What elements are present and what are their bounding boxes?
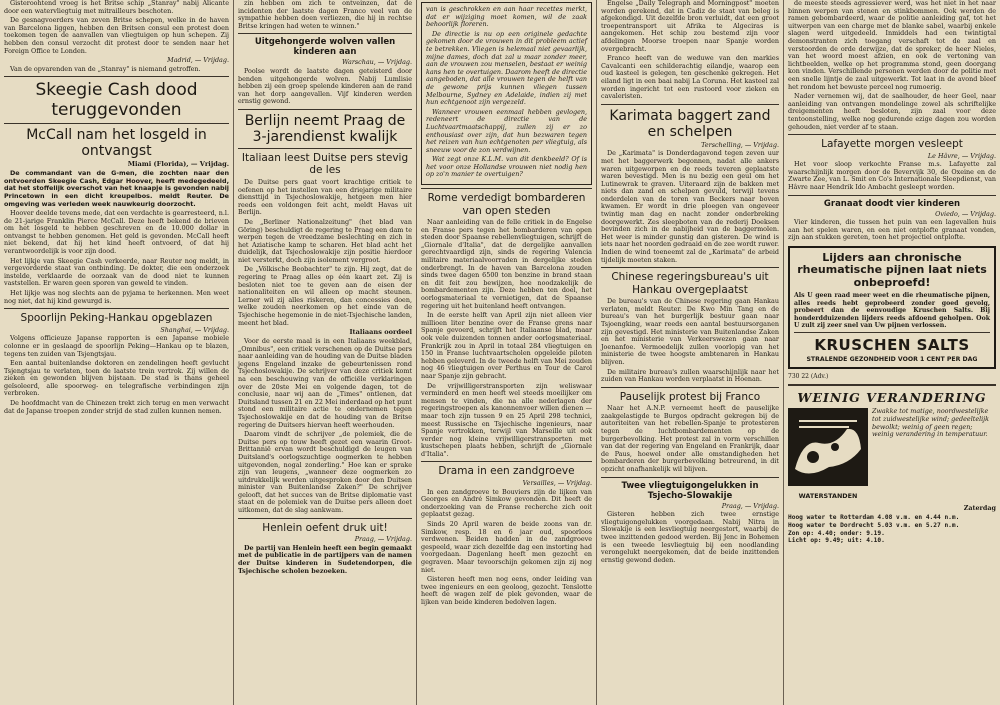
- article-text: Poolse wordt de laatste dagen geteisterd door benden uitgehongerde wolven. Nabij Lumlisie hebben zij een groep spelende kinderen aan de rand van het dorp aangevallen. Vijf kinderen werden ernstig gewond.: [238, 66, 412, 106]
- article-text: In de eerste helft van April zijn niet alleen vier millioen liter benzine over de Franse grens naar Spanje gevoerd, schrijft het Italiaanse blad, maar ook vele duizenden tonnen ander oorlogsmateriaal. Frankrijk zou in April in totaal 284 vliegtuigen en 150 in Franse luchtvaartscholen opgeleide piloten hebben geleverd. In de tweede helft van Mei zouden nog 46 vliegtuigen over Perthus en Tour de Carol naar Spanje zijn gebracht.: [421, 311, 592, 380]
- dateline: Terschelling, — Vrijdag.: [701, 140, 779, 149]
- article-lead: De commandant van de G-men, die zochten naar den ontvoerden Skeegie Cash, Edgar Hoover, heeft medegedeeld, dat het stoffelijk overschot van het knaapje is gevonden nabij Princetown in een dicht kreupelbos. meldt Reuter. De omgeving was verleden week nauwkeurig doorzocht.: [4, 169, 229, 208]
- ad-brand: KRUSCHEN SALTS: [814, 336, 970, 355]
- divider: [238, 33, 412, 34]
- divider: [238, 148, 412, 149]
- ad-headline: Lijders aan chronische rheumatische pijnen laat niets onbeproefd!: [797, 250, 987, 289]
- boxed-article: [421, 2, 592, 185]
- article-text: van is geschrokken en aan haar recettes merkt, dat er wijziging moet komen, wil de zaak behoorlijk floreren.: [426, 5, 587, 29]
- article-text: de meeste steeds agressiever werd, was het niet in het naar binnen werpen van stenen en stinkbommen. Ook werden de ramen gebombardeerd, waar de politie aanleiding gaf, tot het uitwerpen van een charge met de blanke sabel, waarbij enkele slagen werd uitgedeeld. Inmiddels had een twintigtal demonstranten zich toegang verschaft tot de zaal en verstoorden de orde derwijze, dat de spreker, de heer Nieles, van het woord moest afzien, en ook de vertoning van lichtbeelden, welke op het programma stond, geen doorgang kon vinden. Verschillende personen werden door de politie met een snelle lijntje de zaal uitgewerkt. Tot laat in de avond bleef het rondom het bewuste perceel nog rumoerig.: [788, 0, 996, 91]
- tides-day: Zaterdag: [963, 504, 996, 513]
- column-3: [417, 0, 596, 705]
- headline-vliegtuigongelukken: Twee vliegtuigongelukken in Tsjecho-Slowakije: [621, 480, 759, 501]
- waterstanden-caption: WATERSTANDEN: [798, 492, 858, 501]
- headline-skeegie: Skeegie Cash dood teruggevonden: [35, 80, 198, 121]
- weather-map-icon: [788, 408, 868, 486]
- dateline: Oviedo, — Vrijdag.: [935, 209, 996, 218]
- dateline: Praag, — Vrijdag.: [354, 535, 412, 544]
- weather-forecast: Zwakke tot matige, noordwestelijke tot zuidwestelijke wind; gedeeltelijk bewolkt; weinig of geen regen; weinig verandering in temperatuur.: [872, 407, 990, 439]
- divider: [4, 76, 229, 77]
- article-text: Nader vernemen wij, dat de saalhouder, de heer Geel, naar aanleiding van ontvangen mondelinge zowel als schriftelijke dreigementen heeft besloten, zijn zaal voor deze tentoonstelling, welke nog gedurende ezige dagen zou worden gehouden, niet verder af te staan.: [788, 92, 996, 131]
- dateline: Warschau, — Vrijdag.: [342, 58, 412, 67]
- section-subheading: Italiaans oordeel: [349, 328, 412, 337]
- article-text: Vier kinderen, die tussen het puin van een lagevallen huis aan het spelen waren, en een niet ontplofte granaat vonden, zijn aan stukken gereten, toen het projectiel ontplofte.: [788, 218, 996, 242]
- light-times: Licht op: 9.49; uit: 4.10.: [788, 537, 885, 545]
- headline-spoorlijn: Spoorlijn Peking-Hankau opgeblazen: [20, 312, 213, 325]
- divider: [421, 461, 592, 462]
- headline-berlijn: Berlijn neemt Praag de 3-jarendienst kwalijk: [244, 112, 406, 145]
- headline-chinese-regering: Chinese regeringsbureau's uit Hankau overgeplaatst: [611, 271, 769, 296]
- headline-henlein: Henlein oefent druk uit!: [262, 521, 388, 534]
- subheadline-mccall: McCall nam het losgeld in ontvangst: [26, 127, 207, 160]
- article-text: Gisteren heeft men nog eens, onder leiding van twee ingenieurs en een geoloog, gezocht. Tenslotte heeft de wagen zelf de plek gevonden, waar de lijken van beide kinderen bedolven lagen.: [421, 575, 592, 606]
- article-text: Sinds 20 April waren de beide zoons van dr. Simkow, resp. 18 en 6 jaar oud, spoorloos verdwenen. Beiden hadden in de zandgroeve gespeeld, waar zich dezelfde dag een instorting had voorgedaan. Dagenlang heeft men gezocht en gegraven. Maar tevoorschijn gekomen zijn zij nog niet.: [421, 519, 592, 574]
- ad-reference: 730 22 (Adv.): [788, 373, 829, 381]
- article-text: De „Berliner Nationalzeitung" (het blad van Göring) beschuldigt de regering te Praag een dam te werpen tegen de vreedzame beslechting en zich in het Aziatische kamp te scharen. Het blad acht het duidelijk, dat Tsjechoslowakije zijn positie hierdoor niet versterkt, doch zijn isolement vergroot.: [238, 217, 412, 264]
- divider: [788, 195, 996, 196]
- article-text: Engelse „Daily Telegraph and Morningpost" moeten worden gerekend, dat in Cadiz de staat van beleg is afgekondigd. Uit dezelfde bron verluidt, dat een groot troepentransport uit Afrika te Algeciras is aangekomen. Het schip zou bestemd zijn voor afdelingen Moorse troepen naar Spanje worden overgebracht.: [601, 0, 779, 53]
- advertisement-kruschen: [788, 246, 996, 370]
- dateline: Shanghai, — Vrijdag.: [160, 325, 229, 334]
- article-text: Volgens officieuze Japanse rapporten is een Japanse mobiele colonne er in geslaagd de spoorlijn Peking—Hankau op te blazen, tegens ten zuiden van Tsjengtsjau.: [4, 334, 229, 358]
- article-text: Naar aanleiding van de felle critiek in de Engelse en Franse pers tegen het bombarderen van open steden door Spaanse rebellenvliegtuigen, schrijft de „Giornale d'Italia", dat de dergelijke aanvallen gerechtvaardigd zijn, sinds de regering Valencia militaire materiaalvoorraden in dergelijke steden onderbrengt. In de haven van Barcelona zouden sinds twee dagen 6500 ton benzine in brand staan en dit feit zou bewijzen, hoe noodzakelijk de bombardementen zijn. Deze hebben ten doel, het oorlogsmateriaal te vernietigen, dat de Spaanse regering uit het buitenland heeft ontvangen.: [421, 218, 592, 310]
- article-text: Gisteroohtend vroeg is het Britse schip „Stanray" nabij Alicante door een watervliegtuig met mitrailleurs beschoten.: [4, 0, 229, 15]
- headline-drama: Drama in een zandgroeve: [438, 465, 575, 478]
- article-text: De „Völkische Beobachter" te zijn. Hij zegt, dat de regering te Praag alles op één kaart zet. Zij is besloten niet toe te geven aan de eisen der nationaliteiten en wil alleen op macht steunen. Lerner wil zij alles riskeren, dan concessies doen, welke zouden neerkomen op het einde van de Tsjechische hegemonie in de niet-Tsjechische landen, meent het blad.: [238, 265, 412, 327]
- article-text: De gesnagvoerders van zeven Britse schepen, welke in de haven van Barcelona liggen, hebben den Britsen consul een protest doen toekomen tegen de aanvallen van vliegtuigen op hun schepen. Zij hebben den consul verzocht dit protest door te senden naar het Foreign Office te Londen.: [4, 16, 229, 55]
- article-text: Franco heeft van de weduwe van den markies Cavalcanti een schilderachtig eilandje, waarop een oud kasteel is gelegen, ten geschenke gekregen. Het eiland ligt in een baai nabij La Coruna. Het kasteel zal worden ingericht tot een rustoord voor zieken en cavaleristen.: [601, 54, 779, 101]
- article-text: De directie is nu op een originele gedachte gekomen door de vrouwen in dit probleem actief te betrekken. Vliegen is helemaal niet gevaarlijk, mijne dames, doch dat zal u maar zonder meer, aan de vrouwen zou menselen, bestaat er weinig kans hen te overtuigen. Daarom heeft de directie aangeboden, dat alle vrouwen tegen de helft van de gewone prijs kunnen vliegen tussen Melbourne, Sydney en Adelaide, indien zij met hun echtgenoot zijn vergezeld.: [426, 29, 587, 107]
- article-text: De Duitse pers gaat voort krachtige critiek te oefenen op het instellen van een driejarige militaire diensttijd in Tsjechoslowakije, hetgeen men hier reeds een voldongen feit acht, meldt Havas uit Berlijn.: [238, 177, 412, 217]
- article-text: De militaire bureau's zullen waarschijnlijk naar het zuiden van Hankau worden verplaatst in Hoenan.: [601, 367, 779, 384]
- article-text: Naar het A.N.P. verneemt heeft de pauselijke zaakgelastigde te Burgos opdracht gekregen bij de autoriteiten van het rebellen-Spanje te protesteren tegen de luchtbombardementen op de burgerbevolking. Het protest zal in vorm verschillen van dat der regering van Engeland en Frankrijk, daar de Paus, hoewel onder alle omstandigheden het bombarderen der burgerbevolking betreurend, in dit opzicht onafhankelijk wil blijven.: [601, 404, 779, 473]
- headline-granaat: Granaat doodt vier kinderen: [823, 198, 961, 209]
- article-text: Gisteren hebben zich twee ernstige vliegtuigongelukken voorgedaan. Nabij Nitra in Slowakije is een lesvliegtuig neergestort, waarbij de twee inzittenden gedood werden. Bij Jenc in Bohemen is een tweede lesvliegtuig bij een noodlanding verongelukt neergekomen, dat de beide inzittenden ernstig gewond deden.: [601, 510, 779, 564]
- ad-body: Als U geen raad meer weet en die rheumatische pijnen, alles reeds hebt geprobeerd zonder goed gevolg, probeert dan de eenvoudige Kruschen Salts. Bij honderdduizenden lijders reeds afdoend geholpen. Ook U zult zij zeer snel van Uw pijnen verlossen.: [794, 292, 990, 330]
- article-text: Hoover deelde tevens mede, dat een verdachte is gearresteerd, n.l. de 21-jarige Franklin Pierce McCall. Deze heeft bekend de brieven om het losgeld te hebben geschreven en de 10.000 dollar in ontvangst te hebben genomen. Het geld is gevonden. McCall heeft niet bekend, dat hij het kind heeft ontvoerd, of dat hij verantwoordelijk is voor zijn dood.: [4, 209, 229, 256]
- column-4: [597, 0, 783, 705]
- article-text: Van de opvarenden van de „Stanray" is niemand getroffen.: [10, 64, 201, 73]
- divider: [238, 109, 412, 110]
- headline-rome: Rome verdedigt bombarderen van open steden: [427, 192, 586, 217]
- article-text: Het voor sloop verkochte Franse m.s. Lafayette zal waarschijnlijk morgen door de Bevervijk 30, de Oxeine en de Zwarte Zee, van L. Smit en Co's Internationale Sleepdienst, van Hâvre naar Hendrik Ido Ambacht gesleept worden.: [788, 160, 996, 191]
- tide-row: Hoog water te Dordrecht 5.03 v.m. en 5.27 n.m.: [788, 522, 960, 530]
- dateline: Le Hâvre, — Vrijdag.: [927, 151, 996, 160]
- divider: [4, 308, 229, 309]
- sun-times: Zon op: 4.40; onder: 9.19.: [788, 529, 885, 537]
- article-text: Daarom vindt de schrijver „de polemiek, die de Duitse pers op touw heeft gezet een waarin Groot-Brittannië ervan wordt beschuldigd de leugen van Duitsland's oorlogszuchtige oogmerken te hebben uitgevonden, nogal zonderling." Hoe kan er sprake zijn van leugens, „wanneer deze oogmerken zo uitdrukkelijk werden uitgesproken door den Duitsen minister van Buitenlandse Zaken?" De schrijver gelooft, dat het succes van de Britse diplomatie vast staat en de polemiek van de Duitse pers alleen doet uitkomen, dat de slag aankwam.: [238, 430, 412, 515]
- article-text: Het lijkje was nog slechts aan de pyjama te herkennen. Men weet nog niet, dat hij kind gewurgd is.: [4, 289, 229, 305]
- article-text: De „Karimata" is Donderdagavond tegen zeven uur met het baggerwerk begonnen, nadat alle ankers waren uitgeworpen en de reeds teveren geplaatste waren bevestigd. Men is nu bezig een geul om het Lutinewrak te graven. Uiteraard zijn de bakken met niets dan zand en schelpen gevuld, terwijl tevens onderdelen van de toren van Beckers naar boven kwamen. Er wordt in drie ploegen van ongeveer twintig man dag en nacht zonder onderbreking doorgewerkt. Zes sleepboten van de rederij Doeksen bevinden zich in de nabijheid van de baggermolen. Het weer is minder gunstig dan gisteren. De wind is iets naar het noorden gedraaid en de zee wordt ruwer. Indien de wind toeneemt zal de „Karimata" de arbeid tijdelijk moeten staken.: [601, 149, 779, 264]
- article-text: Wanneer vrouwen eenmaal hebben gevlogen, redeneert de directie van de Luchtvaartmaatschappij, zullen zij er zo enthousiast over zijn, dat hun bezwaren tegen het reizen van hun echtgenoten per vliegtuig, als sneeuw voor de zon verdwijnen.: [426, 107, 587, 154]
- dateline: Praag, — Vrijdag.: [721, 501, 779, 510]
- article-text: De vrijwilligerstransporten zijn weliswaar verminderd en men heeft wel steeds moeilijker om mensen te vinden, die na alle nederlagen der regeringstroepen als kanonnenvoer willen dienen — maar toch zijn tussen 9 en 25 April 298 technici, meest Russische en Tsjechische ingenieurs, naar Spanje vertrokken, terwijl van Marseille uit ook verder nog kleine vrijwilligerstransporten met kustschepen plaats hebben, schrijft de „Giornale d'Italia".: [421, 381, 592, 458]
- divider: [788, 134, 996, 135]
- divider: [421, 188, 592, 189]
- column-1: [0, 0, 233, 705]
- tide-row: Hoog water te Rotterdam 4.08 v.m. en 4.44 n.m.: [788, 514, 960, 522]
- divider: [794, 332, 990, 333]
- weather-block: [788, 408, 996, 502]
- divider: [601, 477, 779, 478]
- divider: [238, 518, 412, 519]
- weather-title: WEINIG VERANDERING: [797, 390, 987, 406]
- article-text: Een aantal buitenlandse doktoren en zendelingen heeft gevlucht Tsjengtsjau te verlaten, toen de laatste trein vertrok. Zij willen de zieken en gewonden blijven bijstaan. De stad is thans geheel geïsoleerd, alle spoorweg- en telegrafische verbindingen zijn verbroken.: [4, 359, 229, 398]
- ad-tagline: STRALENDE GEZONDHEID VOOR 1 CENT PER DAG: [806, 356, 978, 364]
- divider: [601, 387, 779, 388]
- dateline: Madrid, — Vrijdag.: [167, 56, 229, 65]
- headline-karimata: Karimata baggert zand en schelpen: [609, 107, 771, 140]
- headline-lafayette: Lafayette morgen vesleept: [821, 138, 963, 151]
- article-text: De partij van Henlein heeft een begin gemaakt met de publicatie in de partijpers van de namen der Duitse kinderen in Sudetendorpen, die Tsjechische scholen bezoeken.: [238, 543, 412, 575]
- column-2: [234, 0, 416, 705]
- dateline: Versailles, — Vrijdag.: [522, 478, 592, 487]
- article-text: zin hebben om zich te ontveinzen, dat de incidenten der laatste dagen Franco veel van de sympathie hebben doen verliezen, die hij in rechtse Britse kringen had weten te winnen.": [238, 0, 412, 30]
- divider: [601, 104, 779, 105]
- dateline: Miami (Florida), — Vrijdag.: [127, 160, 229, 169]
- divider: [788, 384, 996, 386]
- article-text: In een zandgroeve te Bouviers zijn de lijken van Georges en André Simkow gevonden. Dit heeft de onderzoeking van de Franse recherche zich ooit geplaatst gezag.: [421, 487, 592, 519]
- article-text: Voor de eerste maal is in een Italiaans weekblad, „Omnibus", een critiek verschenen op de Duitse pers naar aanleiding van de houding van de Duitse bladen jegens Engeland inzake de gebeurtenissen rond Tsjechoslowakije. De schrijver van deze critiek komt na een beschouwing van de officiële verklaringen over de 20ste Mei en volgende dagen, tot de conclusie, naar wij aan de „Times" ontlenen, dat Duitsland tussen 21 en 22 Mei inderdaad op het punt stond een militaire actie te ondernemen tegen Tsjechoslowakije en dat de houding van de Britse regering de Duitsers hiervan heeft weerhouden.: [238, 337, 412, 429]
- subheadline-italiaan: Italiaan leest Duitse pers stevig de les: [241, 151, 409, 177]
- divider: [4, 123, 229, 124]
- headline-wolven: Uitgehongerde wolven vallen kinderen aan: [254, 37, 396, 58]
- article-text: Wat zegt onze K.L.M. van dit denkbeeld? Of is het voor onze Hollandse vrouwen niet nodig hen op zo'n manier te overtuigen?: [426, 155, 587, 179]
- article-text: Het lijkje van Skeegie Cash verkeerde, naar Reuter nog meldt, in vergevorderde staat van ontbinding. De dokter, die een onderzoek instelde, verklaarde de oorzaak van de dood niet te kunnen vaststellen. Er waren geen sporen van geweld te vinden.: [4, 256, 229, 288]
- article-text: De bureau's van de Chinese regering gaan Hankau verlaten, meldt Reuter. De Kwo Min Tang en de bureau's van het burgerlijk bestuur gaan naar Tsjoengking, waar reeds een aantal bestuursorganen zijn gevestigd. Het ministerie van Buitenlandse Zaken en het ministerie van Verkeerswezen gaan naar Joenanfoe. Vermoedelijk zullen voorlopig van het ministerie de twee hoogste ambtenaren in Hankau blijven.: [601, 297, 779, 366]
- divider: [601, 267, 779, 268]
- article-text: De hoofdmacht van de Chinezen trekt zich terug en men verwacht dat de Japanse troepen zonder strijd de stad zullen kunnen nemen.: [4, 399, 229, 415]
- column-5: [784, 0, 1000, 705]
- headline-pauselijk: Pauselijk protest bij Franco: [619, 390, 761, 403]
